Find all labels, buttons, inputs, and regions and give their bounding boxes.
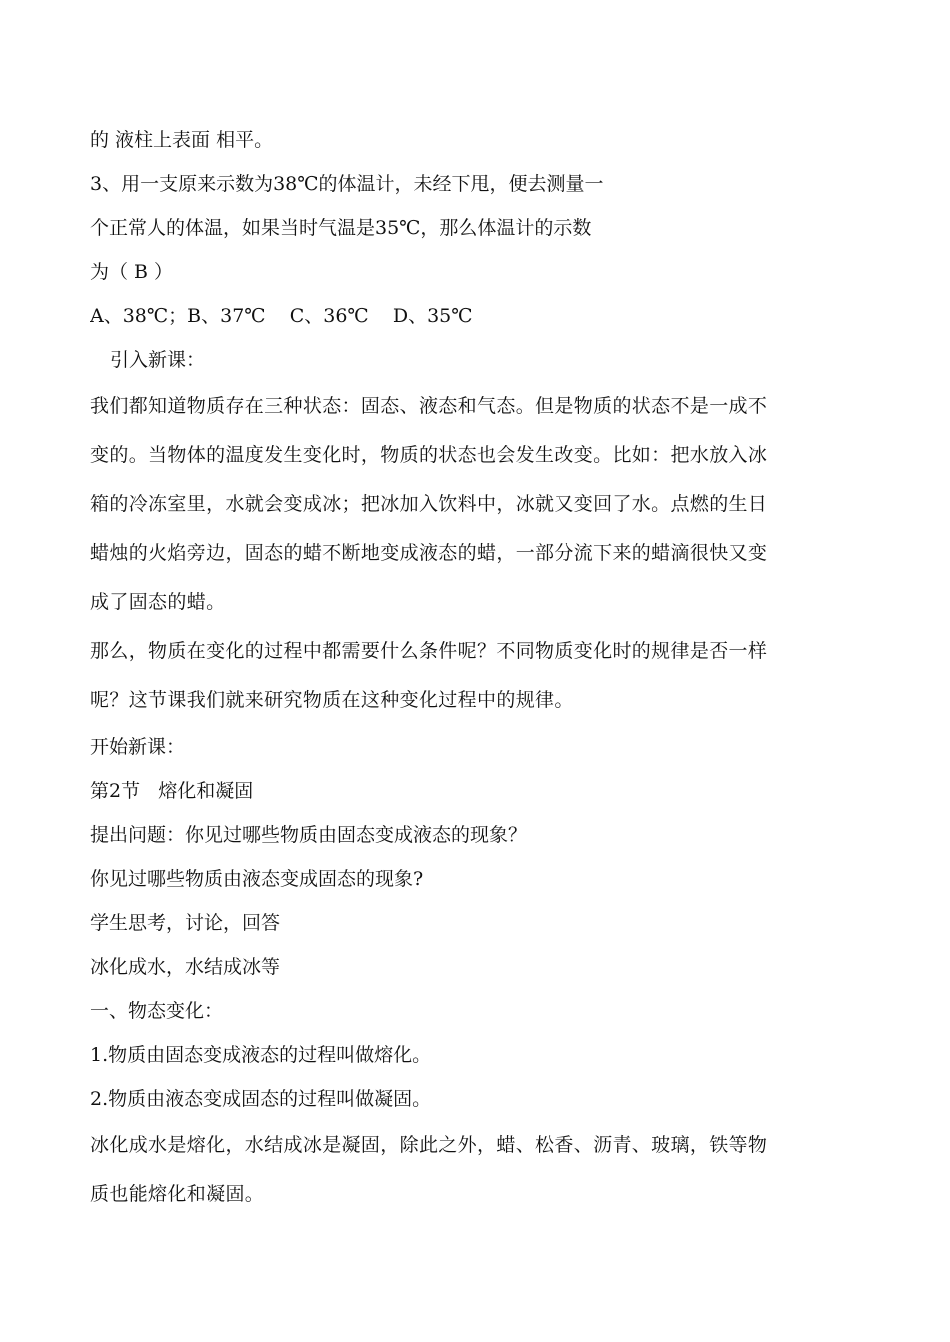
lesson-title: 第2节 熔化和凝固 — [90, 780, 254, 802]
paragraph-1-line: 变的。当物体的温度发生变化时，物质的状态也会发生改变。比如：把水放入冰 — [90, 444, 768, 466]
paragraph-1-line: 蜡烛的火焰旁边，固态的蜡不断地变成液态的蜡，一部分流下来的蜡滴很快又变 — [90, 542, 768, 564]
paragraph-3-line: 质也能熔化和凝固。 — [90, 1183, 265, 1205]
question-line: 你见过哪些物质由液态变成固态的现象? — [90, 868, 424, 890]
section-heading-new-lesson: 开始新课： — [90, 736, 186, 758]
definition-melting: 1.物质由固态变成液态的过程叫做熔化。 — [90, 1044, 432, 1066]
definition-solidification: 2.物质由液态变成固态的过程叫做凝固。 — [90, 1088, 432, 1110]
text-line: 的 液柱上表面 相平。 — [90, 129, 274, 151]
question-3-options: A、38℃；B、37℃ C、36℃ D、35℃ — [90, 305, 473, 327]
question-3-answer: 为（ B ） — [90, 261, 174, 283]
paragraph-2-line: 那么，物质在变化的过程中都需要什么条件呢？不同物质变化时的规律是否一样 — [90, 640, 768, 662]
question-line: 提出问题：你见过哪些物质由固态变成液态的现象？ — [90, 824, 528, 846]
paragraph-2-line: 呢？这节课我们就来研究物质在这种变化过程中的规律。 — [90, 689, 574, 711]
section-heading-intro: 引入新课： — [110, 349, 206, 371]
paragraph-3-line: 冰化成水是熔化，水结成冰是凝固，除此之外，蜡、松香、沥青、玻璃，铁等物 — [90, 1134, 768, 1156]
section-heading-state-change: 一、物态变化： — [90, 1000, 224, 1022]
text-line: 学生思考，讨论，回答 — [90, 912, 281, 934]
question-3-line-2: 个正常人的体温，如果当时气温是35℃，那么体温计的示数 — [90, 217, 592, 239]
text-line: 冰化成水，水结成冰等 — [90, 956, 281, 978]
paragraph-1-line: 我们都知道物质存在三种状态：固态、液态和气态。但是物质的状态不是一成不 — [90, 395, 768, 417]
paragraph-1-line: 成了固态的蜡。 — [90, 591, 226, 613]
paragraph-1-line: 箱的冷冻室里，水就会变成冰；把冰加入饮料中，冰就又变回了水。点燃的生日 — [90, 493, 768, 515]
document-body — [90, 118, 865, 1219]
question-3-line-1: 3、用一支原来示数为38℃的体温计，未经下甩，便去测量一 — [90, 173, 604, 195]
